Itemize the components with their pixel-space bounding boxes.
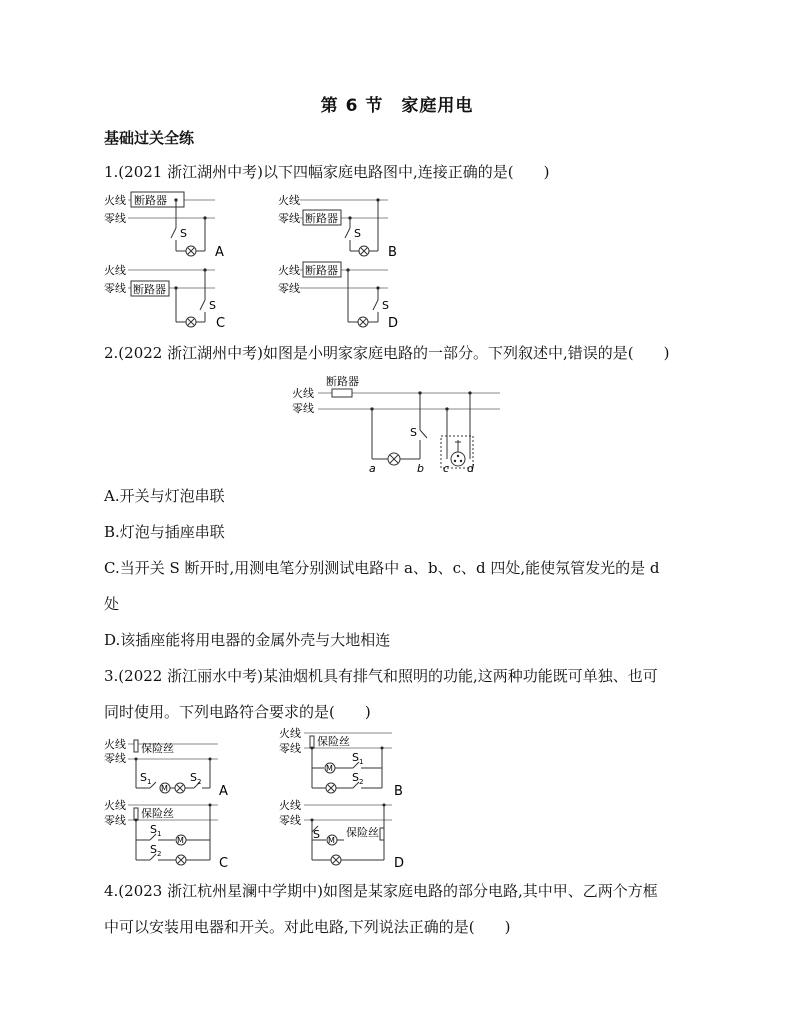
svg-text:零线: 零线 [279,814,301,827]
point-b: b [417,462,424,475]
svg-text:2: 2 [359,778,364,786]
option-a: A [219,784,228,799]
point-a: a [369,462,376,475]
svg-text:火线: 火线 [279,799,301,812]
svg-text:断路器: 断路器 [305,212,338,225]
svg-text:火线: 火线 [279,727,301,740]
breaker-label: 断路器 [326,375,359,388]
q2-choice-d: D.该插座能将用电器的金属外壳与大地相连 [104,631,391,649]
svg-text:2: 2 [197,778,202,786]
option-d: D [388,316,399,331]
svg-text:S: S [313,828,320,841]
q4-stem-line2: 中可以安装用电器和开关。对此电路,下列说法正确的是( ) [104,918,511,936]
q3-diagram-a [104,737,228,799]
q2-choice-b: B.灯泡与插座串联 [104,523,225,541]
breaker-label: 断路器 [134,194,167,207]
svg-text:保险丝: 保险丝 [346,826,379,839]
svg-text:保险丝: 保险丝 [317,735,350,748]
section-heading: 基础过关全练 [104,129,195,147]
q3-diagram-b [279,726,403,799]
svg-text:1: 1 [147,778,152,786]
svg-text:火线: 火线 [104,799,126,812]
option-b: B [388,245,397,260]
svg-text:1: 1 [157,830,162,838]
svg-text:S: S [150,843,157,856]
q4-stem-line1: 4.(2023 浙江杭州星澜中学期中)如图是某家庭电路的部分电路,其中甲、乙两个方框 [104,882,658,900]
svg-text:零线: 零线 [104,282,126,295]
option-b: B [394,784,403,799]
fire-label: 火线 [104,194,126,207]
svg-text:S: S [352,751,359,764]
q3-stem-line2: 同时使用。下列电路符合要求的是( ) [104,703,371,721]
point-d: d [467,462,474,475]
q2-choice-c: C.当开关 S 断开时,用测电笔分别测试电路中 a、b、c、d 四处,能使氖管发光的是 d [104,559,660,577]
svg-text:火线: 火线 [278,264,300,277]
svg-text:M: M [326,764,333,773]
q3-diagram-c [104,798,228,871]
svg-text:M: M [328,836,335,845]
svg-text:断路器: 断路器 [133,283,166,296]
svg-text:2: 2 [157,850,162,858]
svg-text:S: S [150,823,157,836]
option-c: C [219,856,229,871]
q2-stem: 2.(2022 浙江湖州中考)如图是小明家家庭电路的一部分。下列叙述中,错误的是( ) [104,344,670,362]
svg-text:M: M [161,784,168,793]
neutral-label: 零线 [104,212,126,225]
q3-stem-line1: 3.(2022 浙江丽水中考)某油烟机具有排气和照明的功能,这两种功能既可单独、也可 [104,667,658,685]
point-c: c [443,462,450,475]
svg-text:1: 1 [359,758,364,766]
svg-text:火线: 火线 [278,194,300,207]
svg-text:S: S [140,771,147,784]
svg-text:S: S [354,227,361,240]
q3-diagram-d [279,798,404,871]
svg-text:保险丝: 保险丝 [141,742,174,755]
option-d: D [394,856,405,871]
svg-text:M: M [177,836,184,845]
switch-label: S [180,227,187,240]
svg-text:火线: 火线 [104,264,126,277]
svg-text:火线: 火线 [104,738,126,751]
fire-label: 火线 [292,387,314,400]
q2-choice-c-cont: 处 [104,595,120,613]
svg-text:保险丝: 保险丝 [141,807,174,820]
svg-text:S: S [382,299,389,312]
option-c: C [216,316,226,331]
switch-label: S [410,426,417,439]
svg-text:零线: 零线 [278,212,300,225]
svg-text:零线: 零线 [104,814,126,827]
q2-choice-a: A.开关与灯泡串联 [104,487,225,505]
svg-text:断路器: 断路器 [305,264,338,277]
q1-stem: 1.(2021 浙江湖州中考)以下四幅家庭电路图中,连接正确的是( ) [104,163,550,181]
svg-text:S: S [209,299,216,312]
neutral-label: 零线 [292,402,314,415]
page-title: 第 6 节 家庭用电 [320,96,474,116]
svg-text:零线: 零线 [279,742,301,755]
svg-text:零线: 零线 [278,282,300,295]
svg-text:S: S [190,771,197,784]
option-a: A [215,245,224,260]
svg-text:S: S [352,771,359,784]
svg-text:零线: 零线 [104,752,126,765]
